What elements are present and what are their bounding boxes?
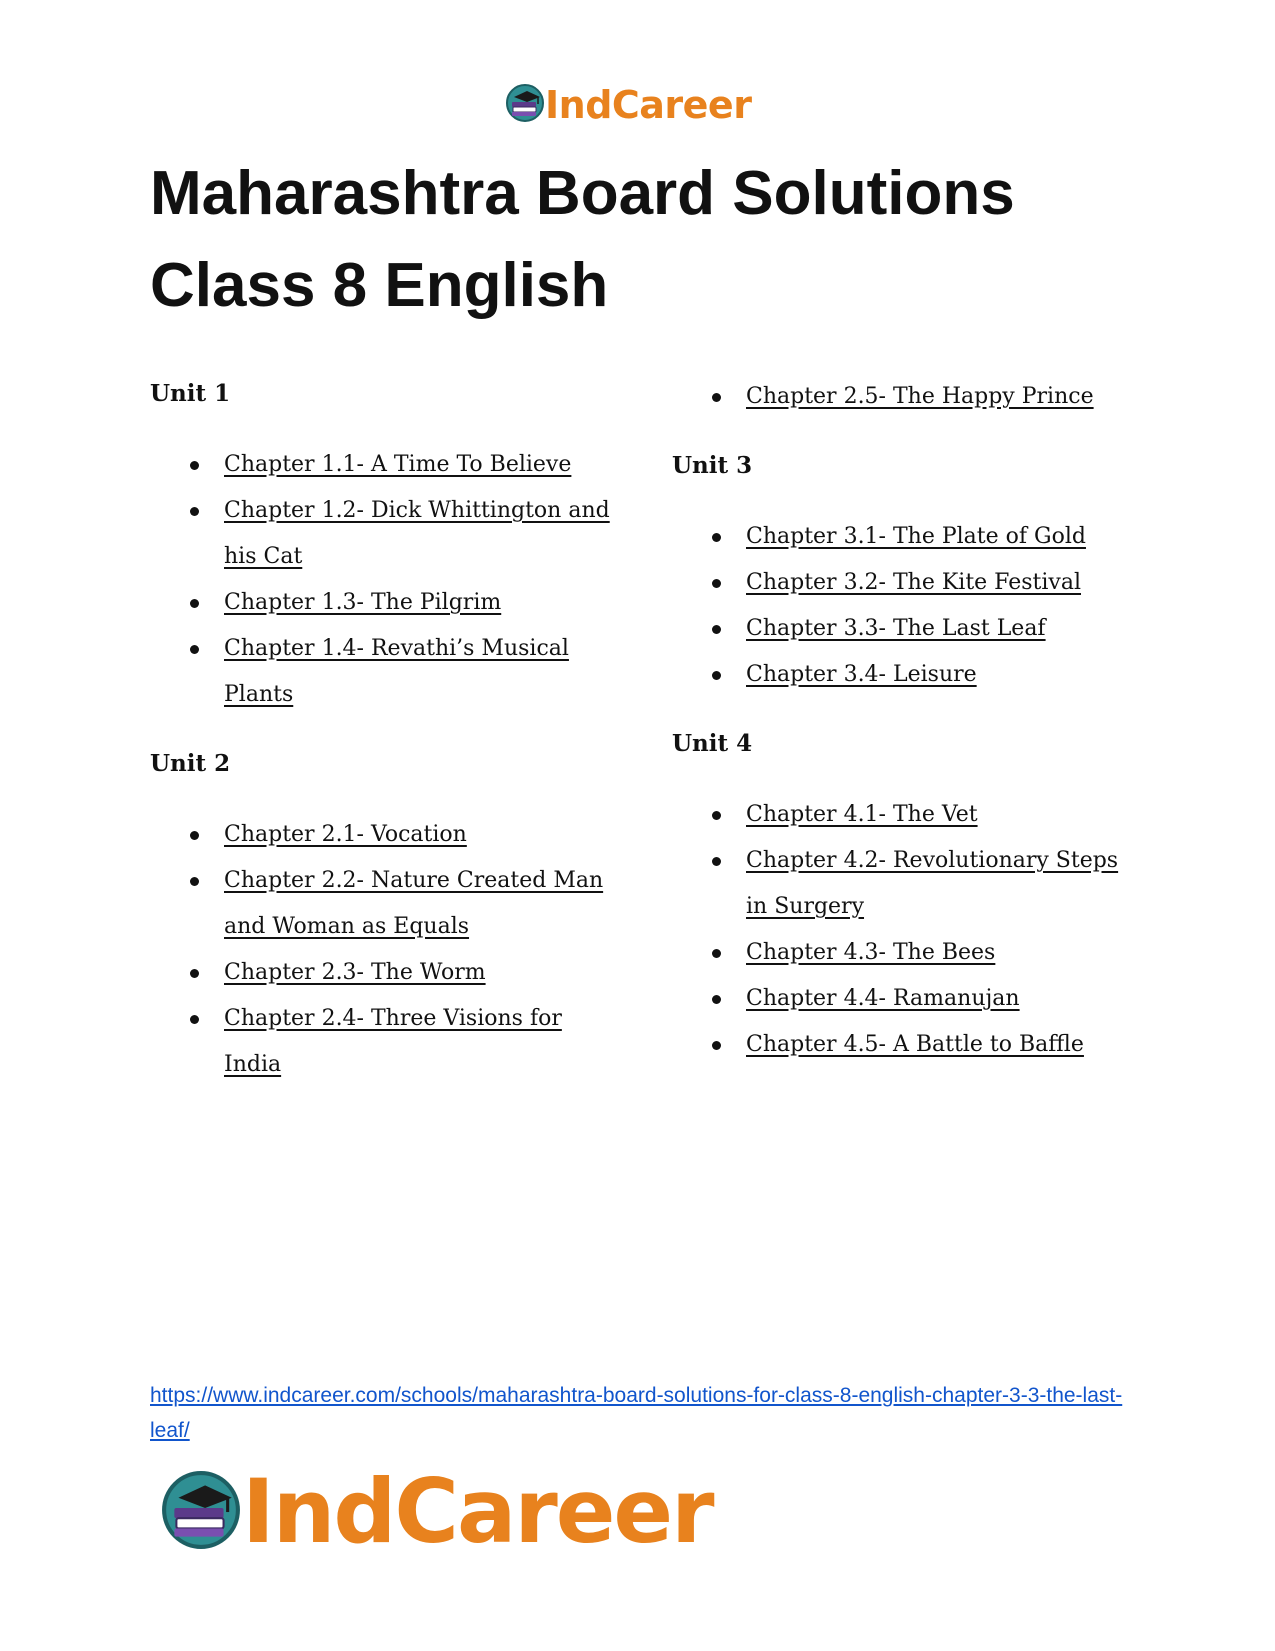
list-item bbox=[150, 996, 610, 1088]
list-item bbox=[150, 442, 610, 488]
left-column bbox=[150, 374, 610, 1114]
graduation-book-icon bbox=[505, 83, 545, 127]
chapter-link[interactable]: Chapter 3.3- The Last Leaf bbox=[746, 616, 1046, 641]
header-logo bbox=[505, 83, 751, 127]
list-item bbox=[672, 560, 1142, 606]
chapter-link[interactable]: Chapter 4.4- Ramanujan bbox=[746, 986, 1020, 1011]
chapter-list bbox=[150, 812, 610, 1088]
list-item bbox=[672, 1022, 1142, 1068]
chapter-link[interactable]: Chapter 2.5- The Happy Prince bbox=[746, 384, 1094, 409]
chapter-link[interactable]: Chapter 4.3- The Bees bbox=[746, 940, 996, 965]
chapter-list bbox=[672, 792, 1142, 1068]
page-title bbox=[150, 148, 1150, 332]
chapter-list bbox=[150, 442, 610, 718]
list-item bbox=[672, 976, 1142, 1022]
chapter-link[interactable]: Chapter 4.1- The Vet bbox=[746, 802, 978, 827]
right-column bbox=[672, 374, 1142, 1094]
chapter-link[interactable]: Chapter 4.2- Revolutionary Steps in Surgery bbox=[746, 848, 1119, 919]
chapter-link[interactable]: Chapter 2.1- Vocation bbox=[224, 822, 467, 847]
unit-heading: Unit 1 bbox=[150, 380, 231, 407]
chapter-link[interactable]: Chapter 2.3- The Worm bbox=[224, 960, 486, 985]
chapter-link[interactable]: Chapter 2.2- Nature Created Man and Woman as Equals bbox=[224, 868, 604, 939]
footer-logo bbox=[160, 1460, 713, 1563]
chapter-link[interactable]: Chapter 1.3- The Pilgrim bbox=[224, 590, 502, 615]
chapter-link[interactable]: Chapter 1.2- Dick Whittington and his Cat bbox=[224, 498, 610, 569]
source-url-link[interactable]: https://www.indcareer.com/schools/maharashtra-board-solutions-for-class-8-english-chapter-3-3-the-last-leaf/ bbox=[150, 1384, 1123, 1442]
chapter-link[interactable]: Chapter 1.4- Revathi’s Musical Plants bbox=[224, 636, 569, 707]
page-title-line-2: Class 8 English bbox=[150, 251, 609, 320]
chapter-link[interactable]: Chapter 4.5- A Battle to Baffle bbox=[746, 1032, 1084, 1057]
chapter-link[interactable]: Chapter 1.1- A Time To Believe bbox=[224, 452, 572, 477]
graduation-book-icon bbox=[160, 1469, 242, 1555]
list-item bbox=[150, 858, 610, 950]
chapter-link[interactable]: Chapter 3.1- The Plate of Gold bbox=[746, 524, 1086, 549]
list-item bbox=[672, 374, 1142, 420]
list-item bbox=[672, 652, 1142, 698]
logo-text: IndCareer bbox=[242, 1460, 713, 1563]
logo-text: IndCareer bbox=[545, 83, 752, 127]
list-item bbox=[672, 514, 1142, 560]
chapter-link[interactable]: Chapter 3.2- The Kite Festival bbox=[746, 570, 1081, 595]
list-item bbox=[150, 580, 610, 626]
page-title-line-1: Maharashtra Board Solutions bbox=[150, 159, 1015, 228]
list-item bbox=[150, 950, 610, 996]
unit-heading: Unit 4 bbox=[672, 730, 753, 757]
unit-heading: Unit 2 bbox=[150, 750, 231, 777]
chapter-list bbox=[672, 514, 1142, 698]
chapter-link[interactable]: Chapter 2.4- Three Visions for India bbox=[224, 1006, 562, 1077]
list-item bbox=[150, 488, 610, 580]
list-item bbox=[672, 930, 1142, 976]
list-item bbox=[672, 606, 1142, 652]
list-item bbox=[672, 838, 1142, 930]
unit-heading: Unit 3 bbox=[672, 452, 753, 479]
list-item bbox=[150, 626, 610, 718]
chapter-list bbox=[672, 374, 1142, 420]
list-item bbox=[150, 812, 610, 858]
chapter-link[interactable]: Chapter 3.4- Leisure bbox=[746, 662, 977, 687]
list-item bbox=[672, 792, 1142, 838]
